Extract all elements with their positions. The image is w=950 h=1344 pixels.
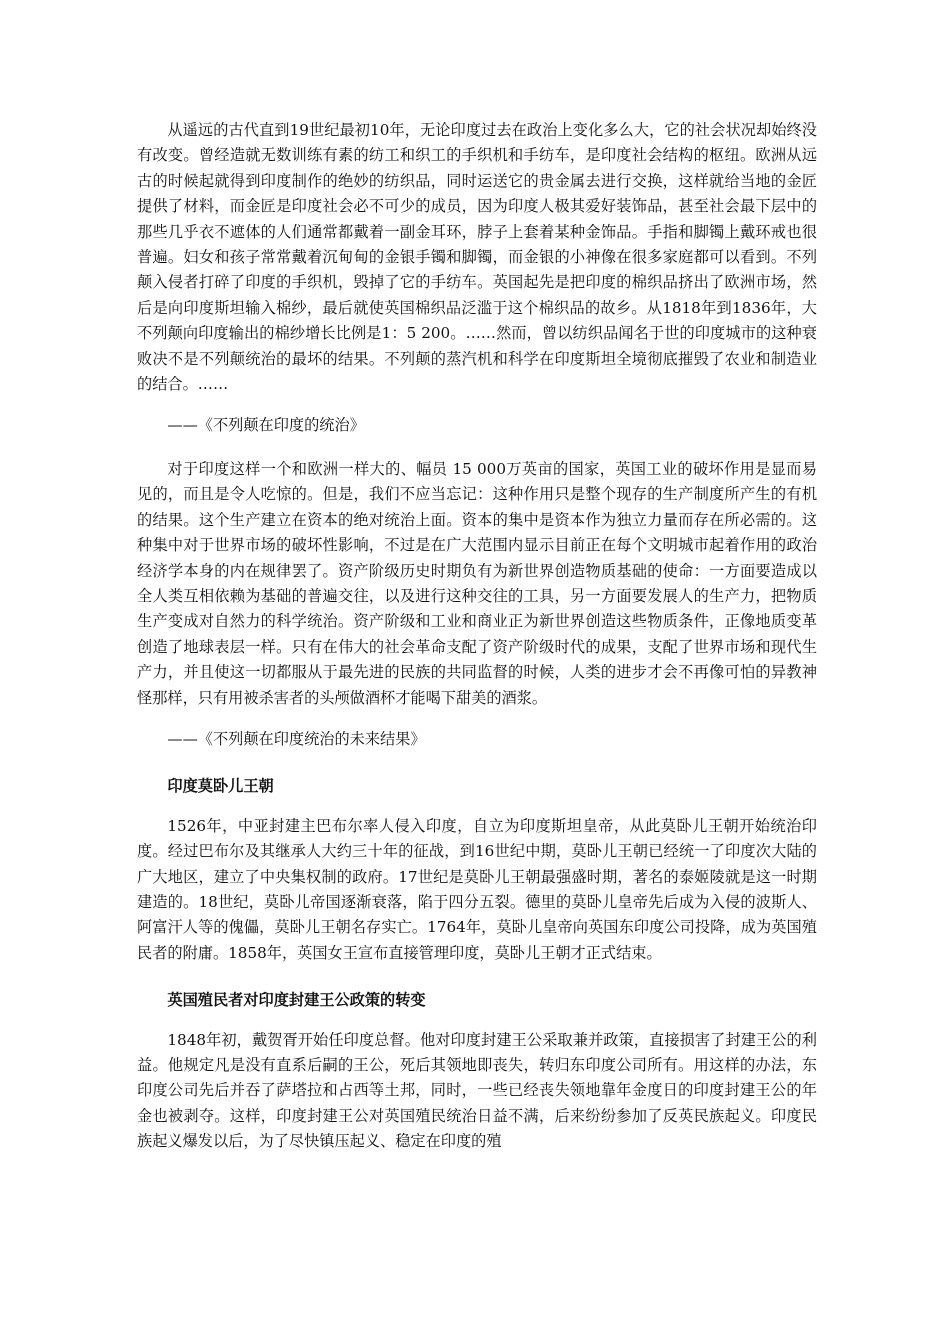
paragraph-policy-change: 1848年初，戴贺胥开始任印度总督。他对印度封建王公采取兼并政策，直接损害了封建王公的利益。他规定凡是没有直系后嗣的王公，死后其领地即丧失，转归东印度公司所有。用这样的办法，东印度公司先后并吞了萨塔拉和占西等土邦，同时，一些已经丧失领地靠年金度日的印度封建王公的年金也被剥夺。这样，印度封建王公对英国殖民统治日益不满，后来纷纷参加了反英民族起义。印度民族起义爆发以后，为了尽快镇压起义、稳定在印度的殖 <box>137 1030 817 1151</box>
section-heading-policy-change: 英国殖民者对印度封建王公政策的转变 <box>167 991 426 1010</box>
section-heading-mughal-dynasty: 印度莫卧儿王朝 <box>167 777 274 796</box>
paragraph-future-results: 对于印度这样一个和欧洲一样大的、幅员 15 000万英亩的国家，英国工业的破坏作用是显而易见的，而且是令人吃惊的。但是，我们不应当忘记：这种作用只是整个现存的生产制度所产生的有机的结果。这个生产建立在资本的绝对统治上面。资本的集中是资本作为独立力量而存在所必需的。这种集中对于世界市场的破坏性影响，不过是在广大范围内显示目前正在每个文明城市起着作用的政治经济学本身的内在规律罢了。资产阶级历史时期负有为新世界创造物质基础的使命：一方面要造成以全人类互相依赖为基础的普遍交往，以及进行这种交往的工具，另一方面要发展人的生产力，把物质生产变成对自然力的科学统治。资产阶级和工业和商业正为新世界创造这些物质条件，正像地质变革创造了地球表层一样。只有在伟大的社会革命支配了资产阶级时代的成果，支配了世界市场和现代生产力，并且使这一切都服从于最先进的民族的共同监督的时候，人类的进步才会不再像可怕的异教神怪那样，只有用被杀害者的头颅做酒杯才能喝下甜美的酒浆。 <box>137 459 817 707</box>
document-body <box>137 118 817 1155</box>
citation-british-rule: ——《不列颠在印度的统治》 <box>167 416 365 435</box>
paragraph-textile-decline: 从遥远的古代直到19世纪最初10年，无论印度过去在政治上变化多么大，它的社会状况却始终没有改变。曾经造就无数训练有素的纺工和织工的手织机和手纺车，是印度社会结构的枢纽。欧洲从远古的时候起就得到印度制作的绝妙的纺织品，同时运送它的贵金属去进行交换，这样就给当地的金匠提供了材料，而金匠是印度社会必不可少的成员，因为印度人极其爱好装饰品，甚至社会最下层中的那些几乎衣不遮体的人们通常都戴着一副金耳环，脖子上套着某种金饰品。手指和脚镯上戴环戒也很普遍。妇女和孩子常常戴着沉甸甸的金银手镯和脚镯，而金银的小神像在很多家庭都可以看到。不列颠入侵者打碎了印度的手织机，毁掉了它的手纺车。英国起先是把印度的棉织品挤出了欧洲市场，然后是向印度斯坦输入棉纱，最后就使英国棉织品泛滥于这个棉织品的故乡。从1818年到1836年，大不列颠向印度输出的棉纱增长比例是1：5 200。……然而，曾以纺织品闻名于世的印度城市的这种衰败决不是不列颠统治的最坏的结果。不列颠的蒸汽机和科学在印度斯坦全境彻底摧毁了农业和制造业的结合。…… <box>137 121 817 394</box>
paragraph-mughal-dynasty: 1526年，中亚封建主巴布尔率人侵入印度，自立为印度斯坦皇帝，从此莫卧儿王朝开始统治印度。经过巴布尔及其继承人大约三十年的征战，到16世纪中期，莫卧儿王朝已经统一了印度次大陆的广大地区，建立了中央集权制的政府。17世纪是莫卧儿王朝最强盛时期，著名的泰姬陵就是这一时期建造的。18世纪，莫卧儿帝国逐渐衰落，陷于四分五裂。德里的莫卧儿皇帝先后成为入侵的波斯人、阿富汗人等的傀儡，莫卧儿王朝名存实亡。1764年，莫卧儿皇帝向英国东印度公司投降，成为英国殖民者的附庸。1858年，英国女王宣布直接管理印度，莫卧儿王朝才正式结束。 <box>137 816 817 962</box>
citation-future-results: ——《不列颠在印度统治的未来结果》 <box>167 729 426 748</box>
